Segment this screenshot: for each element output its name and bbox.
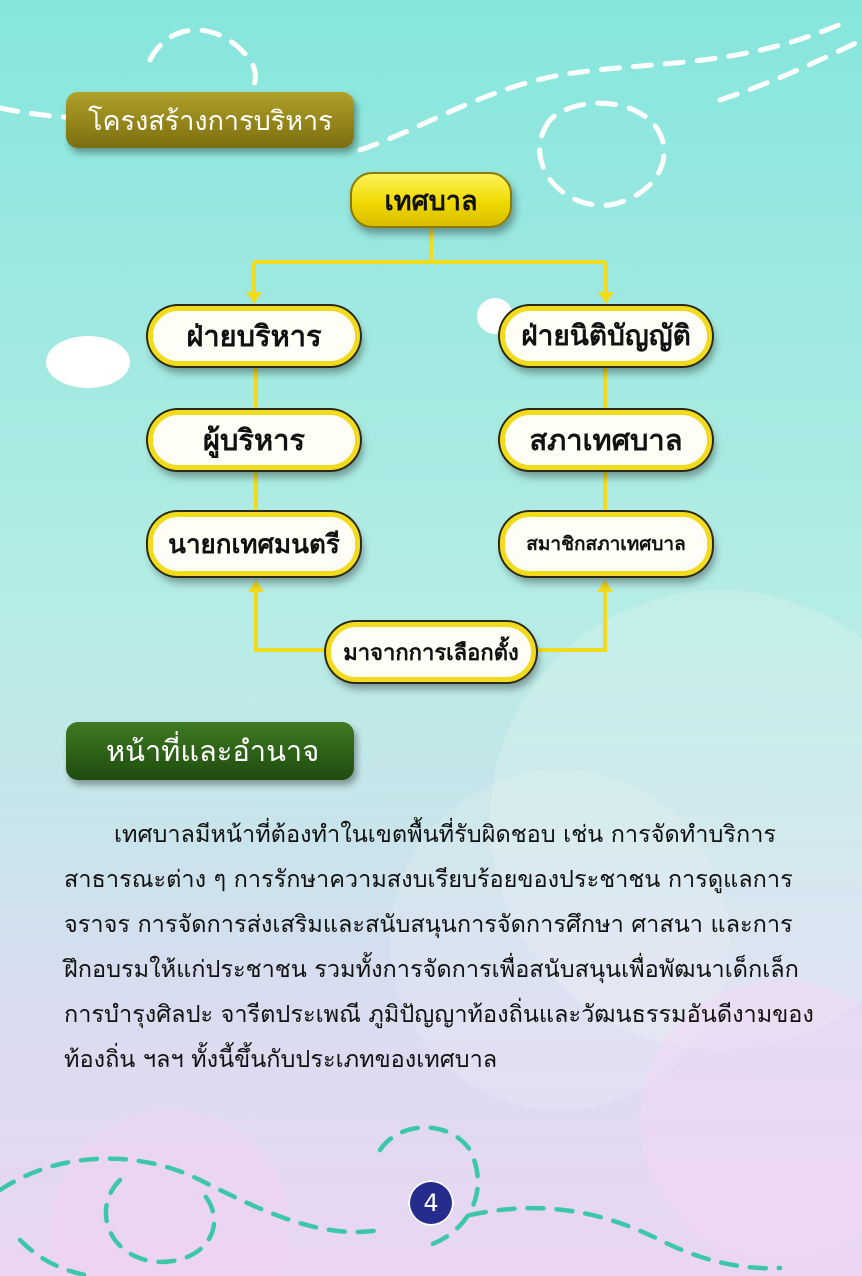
duties-section-header: หน้าที่และอำนาจ <box>66 722 354 780</box>
node-election: มาจากการเลือกตั้ง <box>326 622 536 682</box>
node-executive-branch: ฝ่ายบริหาร <box>148 306 360 366</box>
page-number-badge: 4 <box>408 1180 454 1226</box>
duties-paragraph-text: เทศบาลมีหน้าที่ต้องทำในเขตพื้นที่รับผิดชอบ เช่น การจัดทำบริการสาธารณะต่าง ๆ การรักษาความสงบเรียบร้อยของประชาชน การดูแลการจราจร การจัดการส่งเสริมและสนับสนุนการจัดการศึกษา ศาสนา และการฝึกอบรมให้แก่ประชาชน รวมทั้งการจัดการเพื่อสนับสนุนเพื่อพัฒนาเด็กเล็ก การบำรุงศิลปะ จารีตประเพณี ภูมิปัญญาท้องถิ่นและวัฒนธรรมอันดีงามของท้องถิ่น ฯลฯ ทั้งนี้ขึ้นกับประเภทของเทศบาล <box>64 820 814 1073</box>
node-legislative-branch: ฝ่ายนิติบัญญัติ <box>500 306 712 366</box>
node-council-members: สมาชิกสภาเทศบาล <box>500 512 712 576</box>
duties-paragraph <box>64 812 814 1082</box>
node-mayor: นายกเทศมนตรี <box>148 512 360 576</box>
node-municipality: เทศบาล <box>350 172 512 228</box>
white-blob <box>46 336 130 388</box>
node-executives: ผู้บริหาร <box>148 410 360 470</box>
node-municipal-council: สภาเทศบาล <box>500 410 712 470</box>
structure-section-header: โครงสร้างการบริหาร <box>66 92 354 148</box>
